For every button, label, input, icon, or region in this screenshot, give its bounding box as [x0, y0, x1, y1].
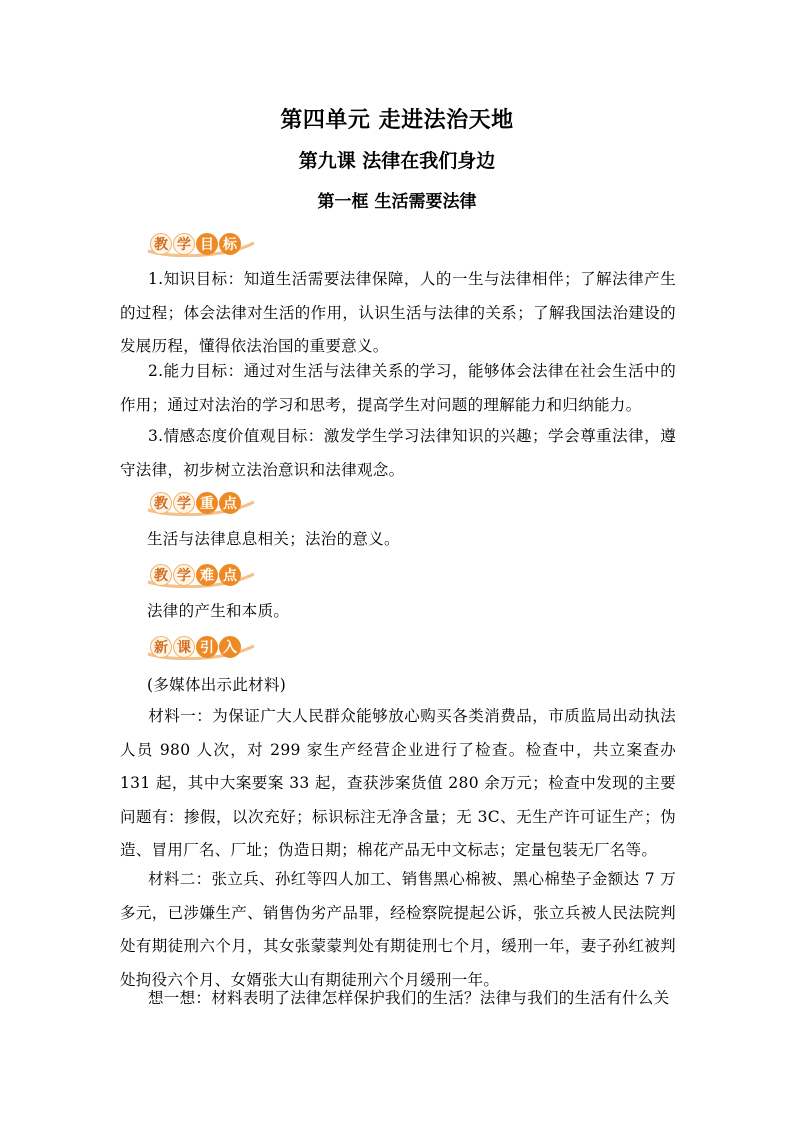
objective-2: 2.能力目标：通过对生活与法律关系的学习，能够体会法律在社会生活中的作用；通过对法治的学习和思考，提高学生对问题的理解能力和归纳能力。: [120, 362, 676, 414]
objective-3: 3.情感态度价值观目标：激发学生学习法律知识的兴趣；学会尊重法律，遵守法律，初步树立法治意识和法律观念。: [120, 427, 676, 479]
badge-char: 点: [219, 492, 241, 514]
badge-char: 学: [173, 233, 195, 255]
intro-heading-badge: [150, 634, 241, 660]
badge-char: 教: [150, 233, 172, 255]
badge-char: 引: [196, 636, 218, 658]
difficulties-text: 法律的产生和本质。: [147, 602, 290, 620]
intro-note: (多媒体出示此材料): [147, 676, 287, 694]
badge-char: 入: [219, 636, 241, 658]
key-points-heading-badge: [150, 490, 241, 516]
badge-char: 学: [173, 564, 195, 586]
badge-char: 学: [173, 492, 195, 514]
key-points-text: 生活与法律息息相关；法治的意义。: [147, 530, 400, 548]
badge-char: 标: [219, 233, 241, 255]
badge-char: 难: [196, 564, 218, 586]
lesson-title: 第九课 法律在我们身边: [298, 150, 496, 172]
objectives-heading-badge: [150, 231, 241, 257]
material-2: 材料二：张立兵、孙红等四人加工、销售黑心棉被、黑心棉垫子金额达 7 万多元，已涉嫌生产、销售伪劣产品罪，经检察院提起公诉，张立兵被人民法院判处有期徒刑六个月，其女张蒙蒙判处有期徒刑七个月，缓刑一年，妻子孙红被判处拘役六个月、女婿张大山有期徒刑六个月缓刑一年。: [120, 870, 676, 989]
badge-char: 点: [219, 564, 241, 586]
material-1: 材料一：为保证广大人民群众能够放心购买各类消费品，市质监局出动执法人员 980 人次，对 299 家生产经营企业进行了检查。检查中，共立案查办 131 起，其中大案要案 33 起，查获涉案货值 280 余万元；检查中发现的主要问题有：掺假，以次充好；标识标注无净含量；无 3C、无生产许可证生产；伪造、冒用厂名、厂址；伪造日期；棉花产品无中文标志；定量包装无厂名等。: [120, 707, 676, 859]
think-question: 想一想：材料表明了法律怎样保护我们的生活？法律与我们的生活有什么关: [148, 989, 670, 1007]
section-title: 第一框 生活需要法律: [317, 192, 477, 212]
badge-char: 重: [196, 492, 218, 514]
difficulties-heading-badge: [150, 562, 241, 588]
badge-char: 课: [173, 636, 195, 658]
badge-char: 新: [150, 636, 172, 658]
badge-char: 教: [150, 564, 172, 586]
badge-char: 目: [196, 233, 218, 255]
unit-title: 第四单元 走进法治天地: [280, 108, 514, 133]
objective-1: 1.知识目标：知道生活需要法律保障，人的一生与法律相伴；了解法律产生的过程；体会法律对生活的作用，认识生活与法律的关系；了解我国法治建设的发展历程，懂得依法治国的重要意义。: [120, 270, 676, 355]
badge-char: 教: [150, 492, 172, 514]
